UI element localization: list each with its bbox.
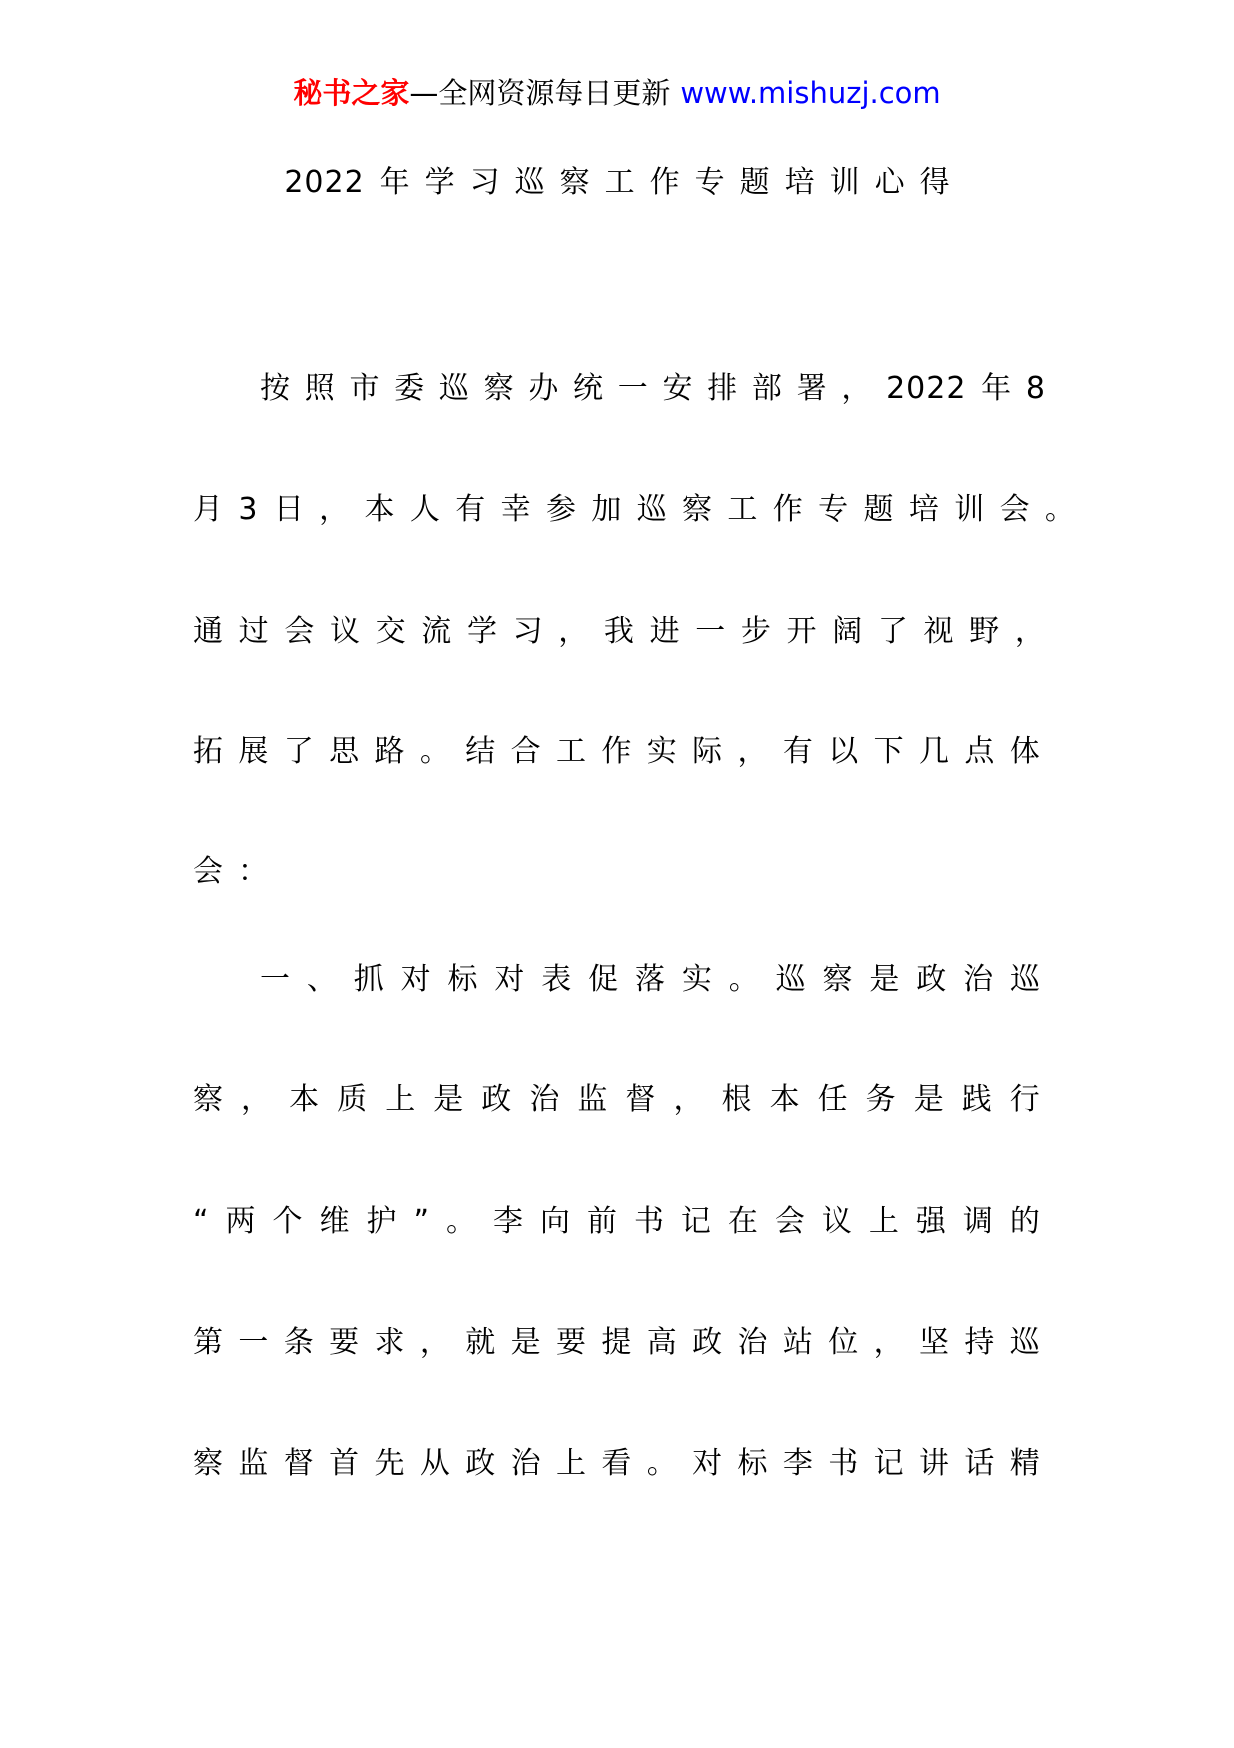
glyph-run: 任 <box>817 1082 848 1117</box>
glyph-run: 步 <box>740 614 771 649</box>
glyph-run: 议 <box>329 614 360 649</box>
glyph-run: 下 <box>873 734 904 769</box>
glyph-run: 合 <box>510 734 541 769</box>
glyph-run: 题 <box>739 165 770 200</box>
glyph-run: 学 <box>424 165 455 200</box>
glyph-run: 坚 <box>919 1325 949 1360</box>
glyph-run: 落 <box>635 962 665 997</box>
glyph-run: 工 <box>604 165 635 200</box>
glyph-run: 巡 <box>1010 962 1040 997</box>
glyph-run: ， <box>419 1325 450 1360</box>
glyph-run: 工 <box>727 492 758 527</box>
glyph-run: 训 <box>829 165 860 200</box>
line-text <box>260 960 1040 1000</box>
glyph-run: 办 <box>528 371 559 406</box>
glyph-run: 讲 <box>919 1446 949 1481</box>
glyph-run: 一 <box>695 614 726 649</box>
glyph-run: 我 <box>603 614 634 649</box>
glyph-run: 是 <box>913 1082 944 1117</box>
glyph-run: 专 <box>694 165 725 200</box>
glyph-run: 。 <box>419 734 450 769</box>
glyph-run: 察 <box>682 492 713 527</box>
glyph-run: 记 <box>680 1204 711 1239</box>
glyph-run: ， <box>241 1082 272 1117</box>
glyph-run: 际 <box>692 734 723 769</box>
glyph-run: 先 <box>374 1446 405 1481</box>
glyph-run: 监 <box>238 1446 269 1481</box>
glyph-run: 年 <box>379 165 410 200</box>
glyph-run: 日 <box>273 492 304 527</box>
body-line-6 <box>260 960 1040 1000</box>
glyph-run: 会 <box>193 854 223 889</box>
glyph-run: 书 <box>828 1446 859 1481</box>
glyph-run: 照 <box>304 371 335 406</box>
glyph-run: 向 <box>539 1204 570 1239</box>
glyph-run: 上 <box>385 1082 416 1117</box>
glyph-run: 精 <box>1009 1446 1040 1481</box>
glyph-run: 对 <box>692 1446 723 1481</box>
glyph-run: ， <box>873 1325 904 1360</box>
glyph-run: 参 <box>545 492 576 527</box>
glyph-run: 抓 <box>353 962 384 997</box>
glyph-run: 要 <box>329 1325 360 1360</box>
glyph-run: 要 <box>556 1325 586 1360</box>
glyph-run: 了 <box>283 734 314 769</box>
glyph-run: 政 <box>692 1325 723 1360</box>
glyph-run: 站 <box>782 1325 813 1360</box>
glyph-run: 实 <box>646 734 677 769</box>
glyph-run: 条 <box>283 1325 314 1360</box>
glyph-run: 务 <box>865 1082 896 1117</box>
glyph-run: 加 <box>591 492 622 527</box>
glyph-run: 是 <box>510 1325 541 1360</box>
glyph-run: 察 <box>483 371 514 406</box>
glyph-run: 一 <box>617 371 648 406</box>
glyph-run: 会 <box>774 1204 805 1239</box>
body-line-4 <box>193 732 1040 772</box>
glyph-run: 巡 <box>636 492 667 527</box>
glyph-run: 首 <box>329 1446 360 1481</box>
glyph-run: 是 <box>869 962 900 997</box>
glyph-run: 记 <box>873 1446 904 1481</box>
glyph-run: ， <box>558 614 589 649</box>
header-tagline: —全网资源每日更新 <box>409 76 671 110</box>
glyph-run: 行 <box>1009 1082 1040 1117</box>
line-text <box>193 1444 1040 1484</box>
glyph-run: 实 <box>681 962 712 997</box>
glyph-run: 展 <box>238 734 269 769</box>
glyph-run: 进 <box>649 614 680 649</box>
glyph-run: 部 <box>751 371 782 406</box>
glyph-run: 幸 <box>500 492 531 527</box>
line-text <box>193 490 1075 530</box>
glyph-run: 习 <box>512 614 543 649</box>
glyph-run: 3 <box>238 492 259 527</box>
body-line-8 <box>193 1202 1040 1242</box>
glyph-run: 2022 <box>886 371 967 406</box>
glyph-run: 学 <box>466 614 497 649</box>
glyph-run: ， <box>673 1082 704 1117</box>
glyph-run: 一 <box>238 1325 269 1360</box>
glyph-run: 督 <box>625 1082 656 1117</box>
glyph-run: 治 <box>963 962 994 997</box>
glyph-run: 个 <box>272 1204 303 1239</box>
glyph-run: 拓 <box>193 734 223 769</box>
line-text <box>193 1323 1040 1363</box>
body-line-10 <box>193 1444 1040 1484</box>
glyph-run: 思 <box>329 734 360 769</box>
glyph-run: 上 <box>556 1446 586 1481</box>
body-line-3 <box>193 612 1045 652</box>
glyph-run: 在 <box>727 1204 758 1239</box>
glyph-run: 是 <box>433 1082 464 1117</box>
glyph-run: 培 <box>908 492 939 527</box>
glyph-run: 李 <box>782 1446 813 1481</box>
glyph-run: 8 <box>1025 371 1046 406</box>
glyph-run: 话 <box>964 1446 995 1481</box>
glyph-run: 政 <box>465 1446 496 1481</box>
glyph-run: 人 <box>409 492 440 527</box>
glyph-run: 政 <box>481 1082 512 1117</box>
glyph-run: 调 <box>962 1204 993 1239</box>
glyph-run: 作 <box>772 492 803 527</box>
glyph-run: 过 <box>238 614 269 649</box>
glyph-run: 高 <box>646 1325 677 1360</box>
glyph-run: 阔 <box>832 614 863 649</box>
glyph-run: 标 <box>737 1446 768 1481</box>
glyph-run: 对 <box>400 962 431 997</box>
glyph-run: 强 <box>915 1204 946 1239</box>
glyph-run: 察 <box>193 1082 223 1117</box>
glyph-run: 议 <box>821 1204 852 1239</box>
glyph-run: 对 <box>494 962 525 997</box>
glyph-run: 督 <box>283 1446 314 1481</box>
glyph-run: 。 <box>1044 492 1075 527</box>
glyph-run: 工 <box>556 734 586 769</box>
glyph-run: 安 <box>662 371 693 406</box>
glyph-run: 巡 <box>438 371 469 406</box>
glyph-run: 的 <box>1009 1204 1040 1239</box>
body-line-5 <box>193 852 268 892</box>
glyph-run: ， <box>841 371 872 406</box>
glyph-run: 专 <box>818 492 849 527</box>
glyph-run: 署 <box>796 371 827 406</box>
glyph-run: 会 <box>999 492 1030 527</box>
glyph-run: 统 <box>573 371 604 406</box>
glyph-run: 本 <box>289 1082 320 1117</box>
glyph-run: 习 <box>469 165 500 200</box>
glyph-run: 题 <box>863 492 894 527</box>
glyph-run: 察 <box>559 165 590 200</box>
glyph-run: 提 <box>601 1325 632 1360</box>
glyph-run: 作 <box>649 165 680 200</box>
glyph-run: 野 <box>969 614 1000 649</box>
glyph-run: 、 <box>306 962 337 997</box>
line-text <box>284 163 949 203</box>
glyph-run: “ <box>193 1204 209 1239</box>
glyph-run: 治 <box>510 1446 541 1481</box>
glyph-run: 委 <box>394 371 425 406</box>
body-line-1 <box>260 369 1046 409</box>
glyph-run: ， <box>737 734 768 769</box>
glyph-run: 本 <box>364 492 395 527</box>
body-line-7 <box>193 1080 1040 1120</box>
glyph-run: 几 <box>919 734 949 769</box>
glyph-run: 通 <box>193 614 223 649</box>
document-title <box>0 163 1234 203</box>
glyph-run: 察 <box>193 1446 223 1481</box>
glyph-run: 第 <box>193 1325 223 1360</box>
glyph-run: 前 <box>586 1204 617 1239</box>
glyph-run: 按 <box>260 371 290 406</box>
glyph-run: 结 <box>465 734 496 769</box>
glyph-run: 年 <box>981 371 1012 406</box>
brand-name: 秘书之家 <box>293 76 410 110</box>
site-header <box>0 73 1234 113</box>
glyph-run: 。 <box>728 962 759 997</box>
glyph-run: 护 <box>366 1204 397 1239</box>
line-text <box>193 732 1040 772</box>
glyph-run: 视 <box>923 614 954 649</box>
glyph-run: 上 <box>868 1204 899 1239</box>
glyph-run: 。 <box>646 1446 677 1481</box>
glyph-run: 路 <box>374 734 405 769</box>
glyph-run: 就 <box>465 1325 496 1360</box>
glyph-run: 有 <box>782 734 813 769</box>
glyph-run: 市 <box>349 371 380 406</box>
glyph-run: 求 <box>374 1325 405 1360</box>
glyph-run: ， <box>1014 614 1045 649</box>
glyph-run: 一 <box>260 962 290 997</box>
glyph-run: 治 <box>737 1325 768 1360</box>
glyph-run: 得 <box>919 165 950 200</box>
glyph-run: 月 <box>193 492 223 527</box>
glyph-run: 践 <box>961 1082 992 1117</box>
glyph-run: 培 <box>784 165 815 200</box>
site-url: www.mishuzj.com <box>680 76 941 110</box>
glyph-run: ： <box>238 854 268 889</box>
line-text <box>193 852 268 892</box>
glyph-run: 训 <box>954 492 985 527</box>
glyph-run: 巡 <box>775 962 806 997</box>
glyph-run: ， <box>319 492 350 527</box>
glyph-run: 看 <box>601 1446 632 1481</box>
glyph-run: 巡 <box>1009 1325 1040 1360</box>
glyph-run: 了 <box>877 614 908 649</box>
glyph-run: 巡 <box>514 165 545 200</box>
glyph-run: 察 <box>822 962 853 997</box>
glyph-run: 质 <box>337 1082 368 1117</box>
glyph-run: 作 <box>601 734 632 769</box>
glyph-run: 本 <box>769 1082 800 1117</box>
glyph-run: 位 <box>828 1325 859 1360</box>
glyph-run: 促 <box>588 962 619 997</box>
glyph-run: 政 <box>916 962 947 997</box>
line-text <box>193 1080 1040 1120</box>
glyph-run: 有 <box>455 492 486 527</box>
glyph-run: 表 <box>541 962 572 997</box>
glyph-run: 点 <box>964 734 995 769</box>
glyph-run: 两 <box>225 1204 256 1239</box>
glyph-run: 从 <box>419 1446 450 1481</box>
glyph-run: 李 <box>492 1204 523 1239</box>
glyph-run: 维 <box>319 1204 350 1239</box>
glyph-run: 书 <box>633 1204 664 1239</box>
glyph-run: 标 <box>447 962 478 997</box>
line-text <box>260 369 1046 409</box>
glyph-run: 根 <box>721 1082 752 1117</box>
glyph-run: ” <box>413 1204 430 1239</box>
glyph-run: 持 <box>964 1325 995 1360</box>
glyph-run: 交 <box>375 614 406 649</box>
glyph-run: 流 <box>421 614 452 649</box>
glyph-run: 体 <box>1009 734 1040 769</box>
glyph-run: 开 <box>786 614 817 649</box>
glyph-run: 排 <box>707 371 738 406</box>
line-text <box>193 1202 1040 1242</box>
body-line-9 <box>193 1323 1040 1363</box>
glyph-run: 治 <box>529 1082 560 1117</box>
glyph-run: 。 <box>446 1204 476 1239</box>
glyph-run: 会 <box>284 614 315 649</box>
glyph-run: 2022 <box>284 165 365 200</box>
glyph-run: 监 <box>577 1082 608 1117</box>
body-line-2 <box>193 490 1075 530</box>
glyph-run: 心 <box>874 165 905 200</box>
line-text <box>193 612 1045 652</box>
glyph-run: 以 <box>828 734 859 769</box>
